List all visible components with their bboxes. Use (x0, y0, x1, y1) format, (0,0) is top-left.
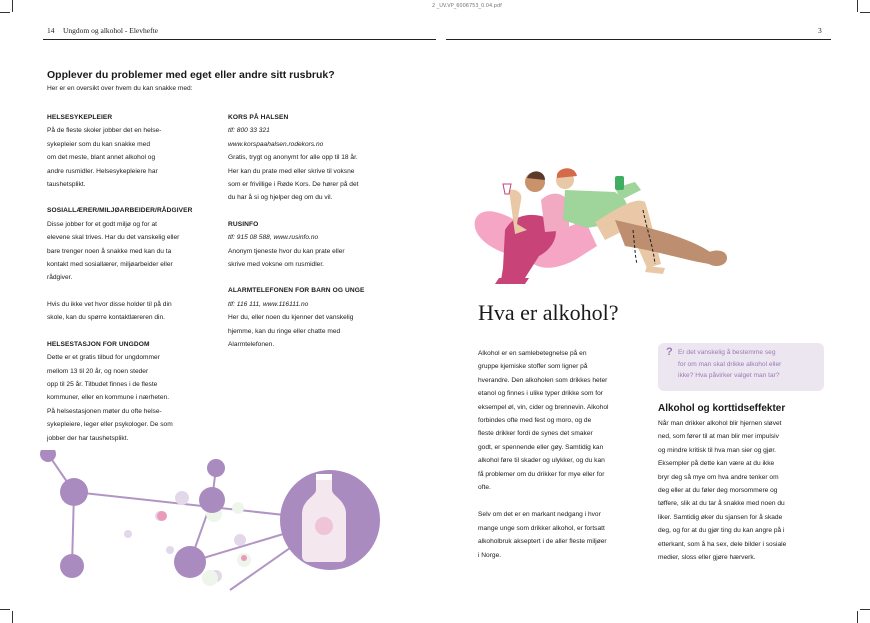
molecule-node (40, 450, 56, 462)
relaxing-people-illustration (465, 160, 765, 290)
block-contact: tlf: 800 33 321 www.korspaahalsen.rodekors.no (228, 127, 324, 148)
help-block-kontaktlaerer (47, 298, 222, 325)
block-body: Her du, eller noen du kjenner det vanskelig hjemme, kan du ringe eller chatte med Alarmtelefonen. (228, 314, 354, 349)
help-block-sosiallaerer (47, 204, 222, 284)
help-block-helsestasjon (47, 338, 222, 445)
left-page-number: 14 (47, 26, 55, 35)
help-block-alarmtelefonen (228, 284, 428, 351)
right-page-number: 3 (818, 26, 822, 35)
left-header-rule (43, 39, 436, 40)
block-contact: tlf: 915 08 588, www.rusinfo.no (228, 234, 319, 242)
short-term-effects-text: Når man drikker alkohol blir hjernen sløvet ned, som fører til at man blir mer impulsiv og mindre kritisk til hva man sier og gjør. Eksempler på dette kan være at du ikke bryr deg så mye om hva andre tenker om deg eller at du føler deg morsommere og tøffere, slik at du tar å snakke med noen du liker. Samtidig øker du sjansen for å skade deg, og for at du gjør ting du kan angre på i etterkant, som å ha sex, dele bilder i sosiale medier, sloss eller gjøre hærverk. (658, 420, 787, 562)
help-block-rusinfo (228, 218, 428, 272)
section-heading: Alkohol og korttidseffekter (658, 403, 786, 414)
help-block-kors-paa-halsen (228, 111, 428, 205)
page-title: Hva er alkohol? (478, 300, 619, 325)
molecule-node (60, 554, 84, 578)
intro-heading: Opplever du problemer med eget eller andre sitt rusbruk? (47, 69, 335, 81)
molecule-node (207, 459, 225, 477)
left-header-title: Ungdom og alkohol - Elevhefte (63, 26, 158, 35)
short-term-effects-column (658, 417, 843, 564)
block-heading: KORS PÅ HALSEN (228, 114, 289, 121)
molecule-node (199, 487, 225, 513)
help-column-2 (228, 111, 428, 365)
block-body: På de fleste skoler jobber det en helse- sykepleier som du kan snakke med om det meste, blant annet alkohol og andre rusmidler. Helsesykepleiere har taushetsplikt. (47, 127, 162, 189)
reflection-question-box (658, 343, 824, 391)
file-label: 2 _UV.VP_6006753_0.04.pdf (432, 3, 502, 9)
block-heading: RUSINFO (228, 220, 259, 228)
block-heading: ALARMTELEFONEN FOR BARN OG UNGE (228, 287, 365, 295)
intro-text-column (478, 347, 648, 562)
block-heading: HELSESYKEPLEIER (47, 114, 113, 121)
block-body: Gratis, trygt og anonymt for alle opp til 18 år. Her kan du prate med eller skrive til voksne som er frivillige i Røde Kors. De hører på det du har å si og hjelper deg om du vil. (228, 154, 359, 202)
block-heading: SOSIALLÆRER/MILJØARBEIDER/RÅDGIVER (47, 207, 193, 215)
block-contact: tlf: 116 111, www.116111.no (228, 300, 309, 308)
help-block-helsesykepleier (47, 111, 222, 191)
intro-subtitle: Her er en oversikt over hvem du kan snakke med: (47, 85, 193, 92)
reflection-question-text: Er det vanskelig å bestemme seg for om man skal drikke alkohol eller ikke? Hva påvirker valget man tar? (678, 349, 782, 379)
block-heading: HELSESTASJON FOR UNGDOM (47, 340, 150, 348)
alcohol-definition-paragraph: Alkohol er en samlebetegnelse på en gruppe kjemiske stoffer som ligner på hverandre. Den alkoholen som drikkes heter etanol og finnes i ulike typer drikke som for eksempel øl, vin, cider og brennevin. Alkohol forbindes ofte med fest og moro, og de fleste drikker fordi de synes det smaker godt, er spennende eller gøy. Samtidig kan alkohol føre til skader og ulykker, og du kan få problemer om du drikker for mye eller for ofte. (478, 350, 609, 492)
right-header-rule (446, 39, 831, 40)
block-body: Dette er et gratis tilbud for ungdommer mellom 13 til 20 år, og noen steder opp til 25 år. Tilbudet finnes i de fleste kommuner, eller en kommune i nærheten. På helsestasjonen møter du ofte helse- sykepleiere, leger eller psykologer. De som jobber der har taushetsplikt. (47, 354, 173, 442)
help-column-1 (47, 111, 222, 458)
question-mark-icon: ? (666, 346, 673, 358)
molecule-illustration (30, 450, 400, 610)
block-body: Hvis du ikke vet hvor disse holder til på din skole, kan du spørre kontaktlæreren din. (47, 300, 172, 322)
molecule-node (60, 478, 88, 506)
molecule-node (174, 546, 206, 578)
block-body: Disse jobber for et godt miljø og for at elevene skal trives. Har du det vanskelig eller bare trenger noen å snakke med kan du ta kontakt med sosiallærer, miljøarbeider eller rådgiver. (47, 220, 180, 282)
block-body: Anonym tjeneste hvor du kan prate eller skrive med voksne om rusmidler. (228, 247, 345, 269)
alcohol-trend-paragraph: Selv om det er en markant nedgang i hvor mange unge som drikker alkohol, er fortsatt alkoholbruk akseptert i de aller fleste miljøer i Norge. (478, 511, 607, 559)
